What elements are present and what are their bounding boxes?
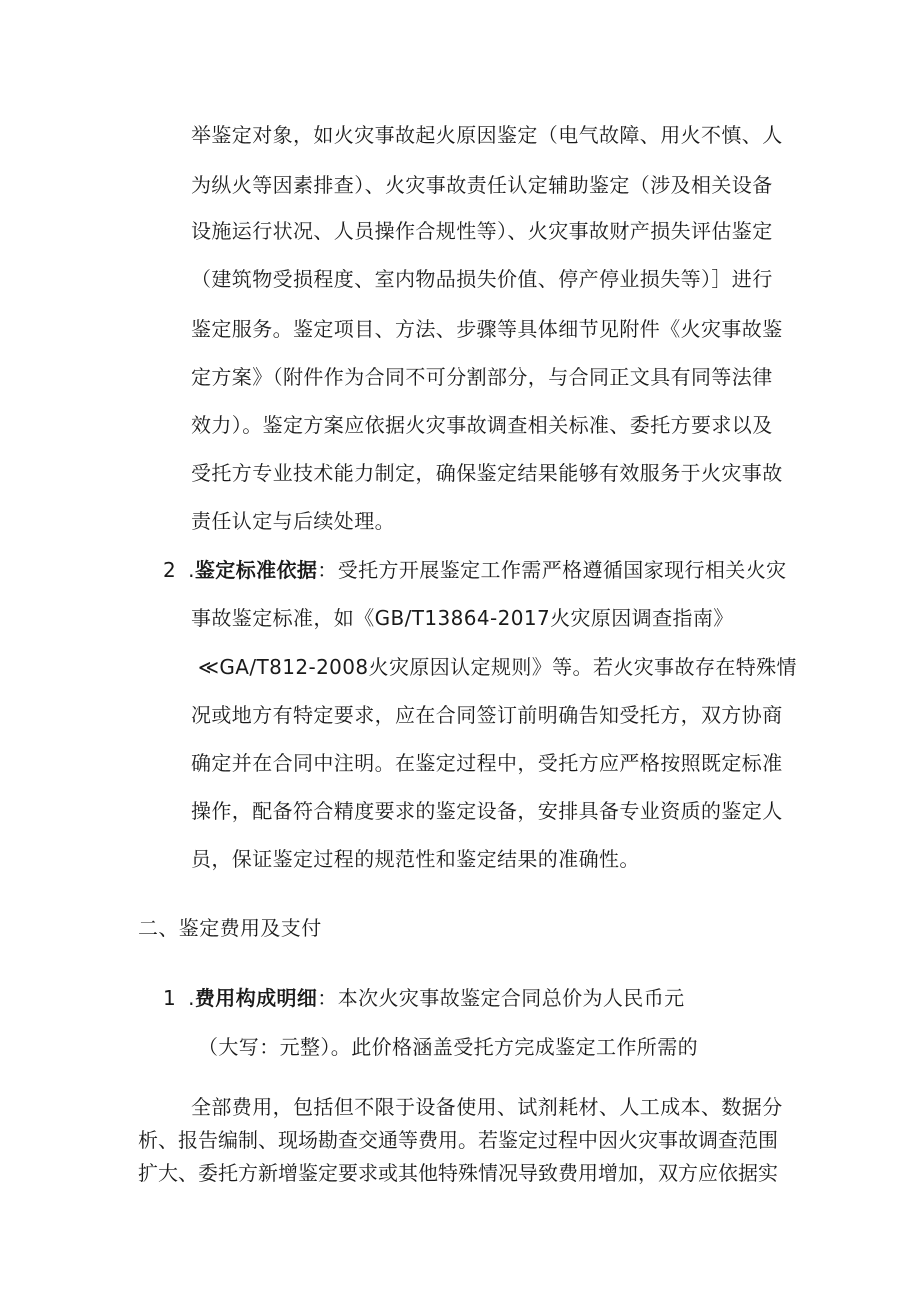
paragraph-line: 况或地方有特定要求，应在合同签订前明确告知受托方，双方协商 xyxy=(191,703,783,727)
paragraph-line: （大写：元整）。此价格涵盖受托方完成鉴定工作所需的 xyxy=(198,1035,698,1059)
list-item-title-line xyxy=(163,557,787,583)
paragraph-line: 受托方专业技术能力制定，确保鉴定结果能够有效服务于火灾事故 xyxy=(191,461,783,485)
paragraph-line: 员，保证鉴定过程的规范性和鉴定结果的准确性。 xyxy=(191,847,640,871)
list-item-title: 费用构成明细 xyxy=(194,986,318,1010)
paragraph-line: 为纵火等因素排查）、火灾事故责任认定辅助鉴定（涉及相关设备 xyxy=(191,173,773,197)
paragraph-line: 析、报告编制、现场勘查交通等费用。若鉴定过程中因火灾事故调查范围 xyxy=(138,1128,778,1152)
paragraph-line: 责任认定与后续处理。 xyxy=(191,509,395,533)
list-item-dot: . xyxy=(188,986,195,1010)
list-item-title: 鉴定标准依据 xyxy=(194,558,318,582)
paragraph-line: 事故鉴定标准，如《GB/T13864-2017火灾原因调查指南》 xyxy=(191,606,734,630)
list-item-dot: . xyxy=(188,558,195,582)
paragraph-line: 操作，配备符合精度要求的鉴定设备，安排具备专业资质的鉴定人 xyxy=(191,799,783,823)
section-heading: 二、鉴定费用及支付 xyxy=(138,916,322,940)
list-item-number: 1 xyxy=(163,986,177,1010)
paragraph-line: 全部费用，包括但不限于设备使用、试剂耗材、人工成本、数据分 xyxy=(191,1095,783,1119)
list-item-text: ：受托方开展鉴定工作需严格遵循国家现行相关火灾 xyxy=(317,558,787,582)
paragraph-line: ≪GA/T812-2008火灾原因认定规则》等。若火灾事故存在特殊情 xyxy=(198,655,797,679)
list-item-title-line xyxy=(163,985,685,1011)
paragraph-line: 定方案》（附件作为合同不可分割部分，与合同正文具有同等法律 xyxy=(191,365,773,389)
list-item-number: 2 xyxy=(163,558,177,582)
paragraph-line: 扩大、委托方新增鉴定要求或其他特殊情况导致费用增加，双方应依据实 xyxy=(138,1161,778,1185)
paragraph-line: 设施运行状况、人员操作合规性等）、火灾事故财产损失评估鉴定 xyxy=(191,219,773,243)
paragraph-line: 鉴定服务。鉴定项目、方法、步骤等具体细节见附件《火灾事故鉴 xyxy=(191,317,783,341)
paragraph-line: 确定并在合同中注明。在鉴定过程中，受托方应严格按照既定标准 xyxy=(191,751,783,775)
paragraph-line: （建筑物受损程度、室内物品损失价值、停产停业损失等）］进行 xyxy=(191,267,773,291)
paragraph-line: 举鉴定对象，如火灾事故起火原因鉴定（电气故障、用火不慎、人 xyxy=(191,123,783,147)
paragraph-line: 效力）。鉴定方案应依据火灾事故调查相关标准、委托方要求以及 xyxy=(191,413,773,437)
list-item-text: ：本次火灾事故鉴定合同总价为人民币元 xyxy=(317,986,685,1010)
